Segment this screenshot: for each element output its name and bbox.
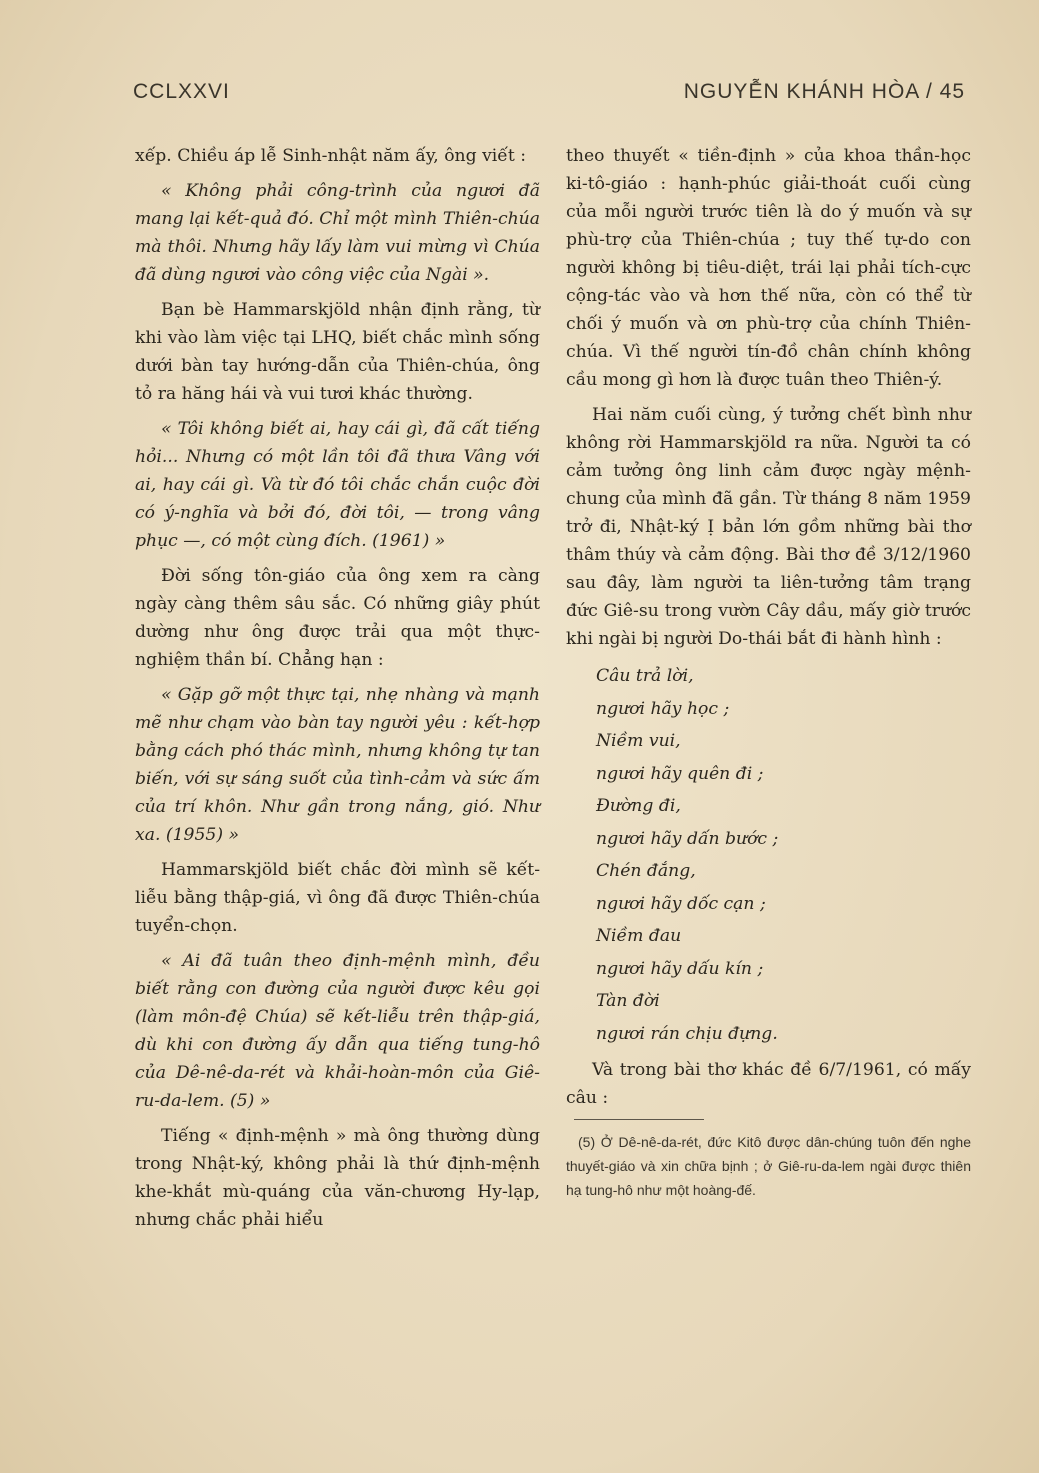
poem-line: ngươi hãy dấu kín ; bbox=[596, 958, 764, 979]
poem-line: Chén đắng, bbox=[596, 861, 696, 881]
poem-line: ngươi hãy quên đi ; bbox=[596, 763, 764, 784]
running-header bbox=[133, 80, 965, 110]
paragraph: theo thuyết « tiền-định » của khoa thần-học ki-tô-giáo : hạnh-phúc giải-thoát cuối cùng của mỗi người trước tiên là do ý muốn và sự phù-trợ của Thiên-chúa ; tuy thế tự-do con người không bị tiêu-diệt, trái lại phải tích-cực cộng-tác vào và hơn thế nữa, còn có thể từ chối ý muốn và ơn phù-trợ của chính Thiên-chúa. Vì thế người tín-đồ chân chính không cầu mong gì hơn là được tuân theo Thiên-ý. bbox=[566, 146, 971, 390]
poem-line: Tàn đời bbox=[596, 991, 660, 1011]
footnote: (5) Ở Dê-nê-da-rét, đức Kitô được dân-chúng tuôn đến nghe thuyết-giáo và xin chữa bịnh ; ở Giê-ru-da-lem ngài được thiên hạ tung-hô như một hoàng-đế. bbox=[566, 1134, 971, 1198]
paragraph: Đời sống tôn-giáo của ông xem ra càng ngày càng thêm sâu sắc. Có những giây phút dường như ông được trải qua một thực-nghiệm thần bí. Chẳng hạn : bbox=[135, 566, 540, 670]
footnote-divider bbox=[574, 1119, 704, 1120]
quotation: « Gặp gỡ một thực tại, nhẹ nhàng và mạnh mẽ như chạm vào bàn tay người yêu : kết-hợp bằng cách phó thác mình, nhưng không tự tan biến, với sự sáng suốt của tình-cảm và sức ấm của trí khôn. Như gần trong nắng, gió. Như xa. (1955) » bbox=[135, 685, 540, 845]
left-column bbox=[135, 142, 540, 1241]
paragraph: Hai năm cuối cùng, ý tưởng chết bình như không rời Hammarskjöld ra nữa. Người ta có cảm tưởng ông linh cảm được ngày mệnh-chung của mình đã gần. Từ tháng 8 năm 1959 trở đi, Nhật-ký Ị bản lớn gồm những bài thơ thâm thúy và cảm động. Bài thơ đề 3/12/1960 sau đây, làm người ta liên-tưởng tâm trạng đức Giê-su trong vườn Cây dầu, mấy giờ trước khi ngài bị người Do-thái bắt đi hành hình : bbox=[566, 405, 971, 649]
paragraph: xếp. Chiều áp lễ Sinh-nhật năm ấy, ông viết : bbox=[135, 146, 527, 166]
poem-line: ngươi hãy học ; bbox=[596, 698, 730, 719]
paragraph: Tiếng « định-mệnh » mà ông thường dùng trong Nhật-ký, không phải là thứ định-mệnh khe-khắt mù-quáng của văn-chương Hy-lạp, nhưng chắc phải hiểu bbox=[135, 1126, 540, 1230]
poem-line: ngươi rán chịu đựng. bbox=[596, 1023, 778, 1044]
poem-line: Niềm vui, bbox=[596, 731, 681, 751]
paragraph: Bạn bè Hammarskjöld nhận định rằng, từ khi vào làm việc tại LHQ, biết chắc mình sống dưới bàn tay hướng-dẫn của Thiên-chúa, ông tỏ ra hăng hái và vui tươi khác thường. bbox=[135, 300, 540, 404]
paragraph: Hammarskjöld biết chắc đời mình sẽ kết-liễu bằng thập-giá, vì ông đã được Thiên-chúa tuyển-chọn. bbox=[135, 860, 540, 936]
quotation: « Tôi không biết ai, hay cái gì, đã cất tiếng hỏi... Nhưng có một lần tôi đã thưa Vâng với ai, hay cái gì. Và từ đó tôi chắc chắn cuộc đời có ý-nghĩa và bởi đó, đời tôi, — trong vâng phục —, có một cùng đích. (1961) » bbox=[135, 419, 540, 551]
running-title-page-number: NGUYỄN KHÁNH HÒA / 45 bbox=[683, 80, 965, 103]
paragraph: Và trong bài thơ khác đề 6/7/1961, có mấy câu : bbox=[566, 1060, 971, 1108]
section-number: CCLXXVI bbox=[133, 80, 230, 103]
poem-line: ngươi hãy dốc cạn ; bbox=[596, 893, 766, 914]
poem-line: ngươi hãy dấn bước ; bbox=[596, 828, 779, 849]
poem-line: Niềm đau bbox=[596, 926, 682, 946]
quotation: « Không phải công-trình của ngươi đã mang lại kết-quả đó. Chỉ một mình Thiên-chúa mà thôi. Nhưng hãy lấy làm vui mừng vì Chúa đã dùng ngươi vào công việc của Ngài ». bbox=[135, 181, 540, 285]
poem-line: Đường đi, bbox=[596, 796, 681, 816]
poem bbox=[596, 660, 971, 1050]
quotation: « Ai đã tuân theo định-mệnh mình, đều biết rằng con đường của người được kêu gọi (làm môn-đệ Chúa) sẽ kết-liễu trên thập-giá, dù khi con đường ấy dẫn qua tiếng tung-hô của Dê-nê-da-rét và khải-hoàn-môn của Giê-ru-da-lem. (5) » bbox=[135, 951, 540, 1111]
poem-line: Câu trả lời, bbox=[596, 666, 694, 686]
right-column bbox=[566, 142, 971, 1202]
